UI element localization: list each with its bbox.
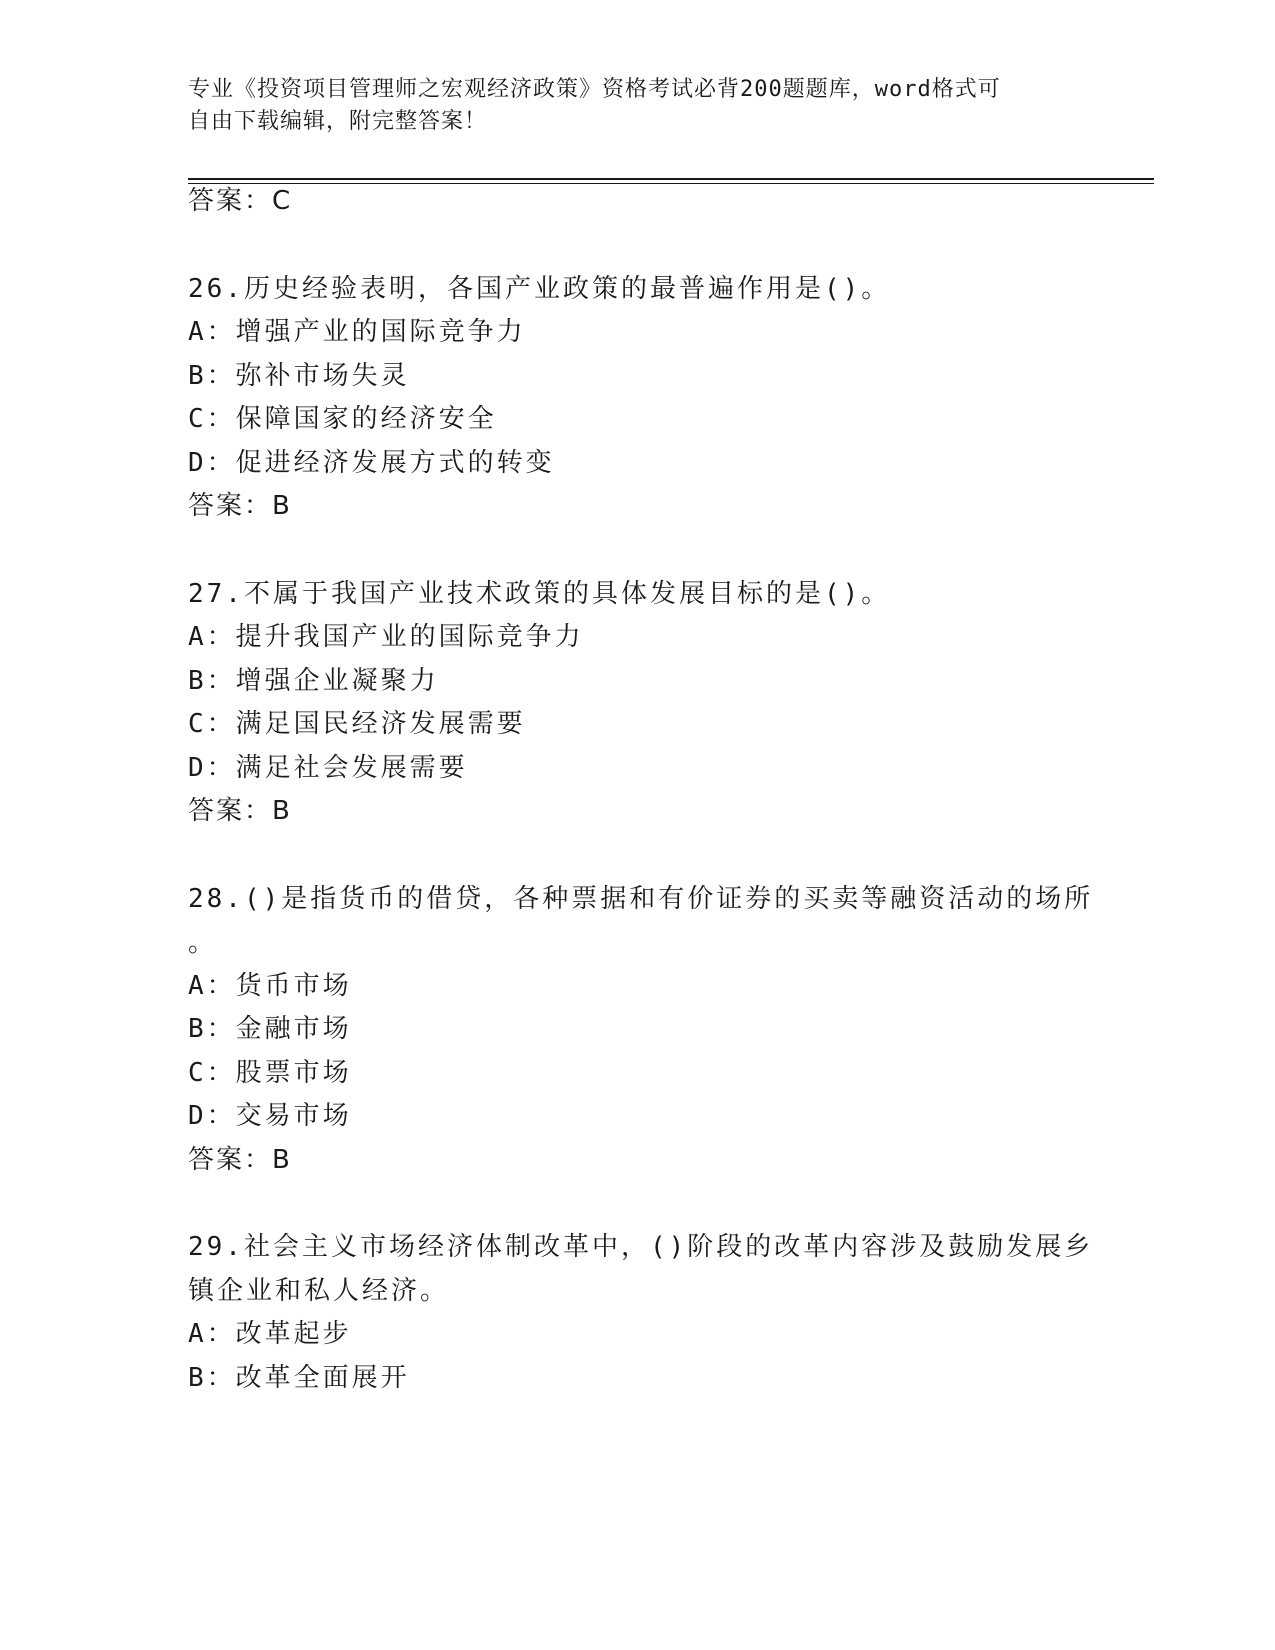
- option-c: C：保障国家的经济安全: [188, 404, 497, 434]
- option-b: B：增强企业凝聚力: [188, 666, 439, 696]
- question-stem: 28.()是指货币的借贷，各种票据和有价证券的买卖等融资活动的场所: [188, 884, 1094, 914]
- header-rule-thin: [188, 183, 1154, 184]
- question-stem: 29.社会主义市场经济体制改革中，()阶段的改革内容涉及鼓励发展乡: [188, 1232, 1094, 1262]
- header-rule: [188, 178, 1154, 180]
- answer-line: 答案：B: [188, 491, 292, 521]
- question-stem: 26.历史经验表明，各国产业政策的最普遍作用是()。: [188, 274, 891, 304]
- option-a: A：货币市场: [188, 971, 352, 1001]
- option-a: A：改革起步: [188, 1319, 352, 1349]
- question-stem: 27.不属于我国产业技术政策的具体发展目标的是()。: [188, 579, 891, 609]
- option-d: D：满足社会发展需要: [188, 753, 468, 783]
- question-stem-continued: 镇企业和私人经济。: [188, 1276, 450, 1306]
- option-b: B：改革全面展开: [188, 1363, 410, 1393]
- option-b: B：金融市场: [188, 1014, 352, 1044]
- header-line-1: 专业《投资项目管理师之宏观经济政策》资格考试必背200题题库，word格式可: [188, 77, 1001, 102]
- answer-line: 答案：B: [188, 1145, 292, 1175]
- option-b: B：弥补市场失灵: [188, 361, 410, 391]
- header-line-2: 自由下载编辑，附完整答案！: [188, 109, 488, 134]
- option-d: D：交易市场: [188, 1101, 352, 1131]
- answer-line: 答案：B: [188, 796, 292, 826]
- answer-line: 答案：C: [188, 186, 293, 216]
- question-stem-continued: 。: [188, 928, 218, 958]
- document-header: [188, 74, 1068, 138]
- option-d: D：促进经济发展方式的转变: [188, 448, 555, 478]
- option-c: C：股票市场: [188, 1058, 352, 1088]
- option-c: C：满足国民经济发展需要: [188, 709, 526, 739]
- option-a: A：增强产业的国际竞争力: [188, 317, 526, 347]
- option-a: A：提升我国产业的国际竞争力: [188, 622, 584, 652]
